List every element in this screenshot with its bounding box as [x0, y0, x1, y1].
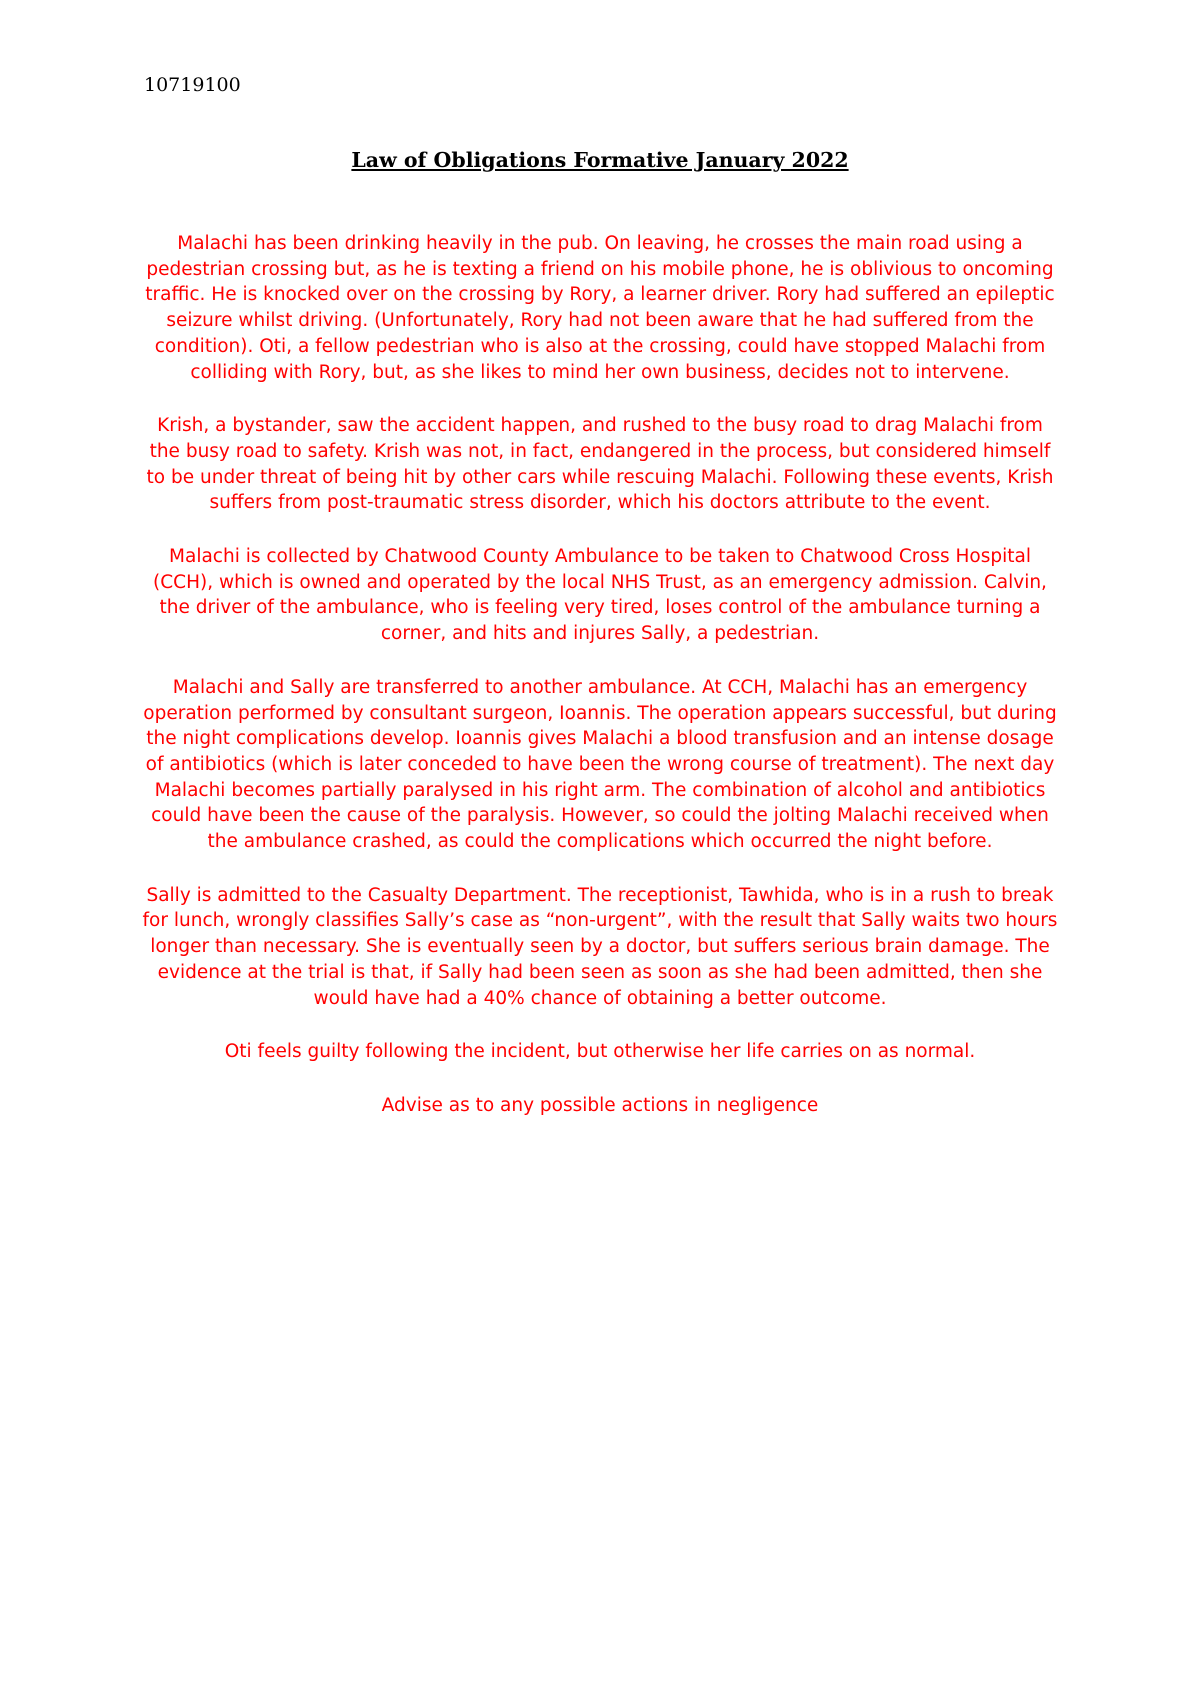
- paragraph-ambulance-crash: Malachi is collected by Chatwood County Ambulance to be taken to Chatwood Cross Hospital (CCH), which is owned and operated by the local NHS Trust, as an emergency admission. Calvin, the driver of the ambulance, who is feeling very tired, loses control of the ambulance turning a corner, and hits and injures Sally, a pedestrian.: [153, 546, 1047, 645]
- paragraph-operation: Malachi and Sally are transferred to another ambulance. At CCH, Malachi has an emergency operation performed by consultant surgeon, Ioannis. The operation appears successful, but during the night complications develop. Ioannis gives Malachi a blood transfusion and an intense dosage of antibiotics (which is later conceded to have been the wrong course of treatment). The next day Malachi becomes partially paralysed in his right arm. The combination of alcohol and antibiotics could have been the cause of the paralysis. However, so could the jolting Malachi received when the ambulance crashed, as could the complications which occurred the night before.: [143, 676, 1057, 853]
- paragraph-sally-casualty: Sally is admitted to the Casualty Department. The receptionist, Tawhida, who is in a rush to break for lunch, wrongly classifies Sally’s case as “non-urgent”, with the result that Sally waits two hours longer than necessary. She is eventually seen by a doctor, but suffers serious brain damage. The evidence at the trial is that, if Sally had been seen as soon as she had been admitted, then she would have had a 40% chance of obtaining a better outcome.: [142, 884, 1058, 1009]
- student-id: 10719100: [144, 74, 241, 96]
- paragraph-oti-guilt: Oti feels guilty following the incident, but otherwise her life carries on as normal.: [224, 1041, 976, 1063]
- paragraph-malachi-accident: Malachi has been drinking heavily in the pub. On leaving, he crosses the main road using a pedestrian crossing but, as he is texting a friend on his mobile phone, he is oblivious to oncoming traffic. He is knocked over on the crossing by Rory, a learner driver. Rory had suffered an epileptic seizure whilst driving. (Unfortunately, Rory had not been aware that he had suffered from the condition). Oti, a fellow pedestrian who is also at the crossing, could have stopped Malachi from colliding with Rory, but, as she likes to mind her own business, decides not to intervene.: [145, 233, 1055, 383]
- question-body: [140, 231, 1060, 1147]
- paragraph-instruction: Advise as to any possible actions in negligence: [381, 1094, 819, 1116]
- paragraph-krish-rescue: Krish, a bystander, saw the accident happen, and rushed to the busy road to drag Malachi from the busy road to safety. Krish was not, in fact, endangered in the process, but considered himself to be under threat of being hit by other cars while rescuing Malachi. Following these events, Krish suffers from post-traumatic stress disorder, which his doctors attribute to the event.: [146, 415, 1054, 514]
- document-title: Law of Obligations Formative January 2022: [351, 148, 849, 172]
